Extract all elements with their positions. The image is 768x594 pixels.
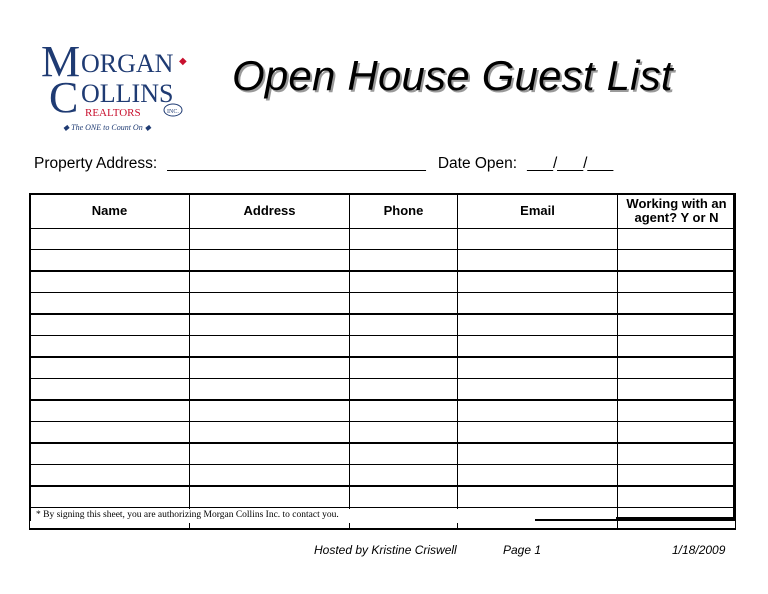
table-row	[30, 271, 736, 293]
cell-phone[interactable]	[350, 486, 458, 508]
cell-agent[interactable]	[618, 422, 736, 444]
svg-text:OLLINS: OLLINS	[81, 79, 174, 108]
svg-text:M: M	[41, 37, 81, 86]
table-row	[30, 229, 736, 250]
svg-text:REALTORS: REALTORS	[85, 107, 141, 119]
cell-phone[interactable]	[350, 422, 458, 444]
cell-phone[interactable]	[350, 250, 458, 272]
footer-page-number: Page 1	[503, 543, 542, 557]
cell-email[interactable]	[458, 229, 618, 250]
cell-email[interactable]	[458, 422, 618, 444]
cell-phone[interactable]	[350, 293, 458, 315]
table-row	[30, 465, 736, 487]
cell-name[interactable]	[30, 486, 190, 508]
cell-email[interactable]	[458, 357, 618, 379]
cell-name[interactable]	[30, 336, 190, 358]
cell-agent[interactable]	[618, 379, 736, 401]
cell-address[interactable]	[190, 400, 350, 422]
table-bottom-line	[535, 519, 735, 521]
cell-email[interactable]	[458, 271, 618, 293]
svg-text:◆: ◆	[179, 56, 187, 67]
cell-email[interactable]	[458, 336, 618, 358]
cell-address[interactable]	[190, 443, 350, 465]
table-row	[30, 400, 736, 422]
cell-agent[interactable]	[618, 229, 736, 250]
cell-name[interactable]	[30, 250, 190, 272]
cell-name[interactable]	[30, 422, 190, 444]
cell-name[interactable]	[30, 271, 190, 293]
svg-text:C: C	[49, 73, 79, 122]
cell-phone[interactable]	[350, 379, 458, 401]
date-open-blank[interactable]: ___/___/___	[527, 155, 614, 172]
table-row	[30, 379, 736, 401]
cell-phone[interactable]	[350, 465, 458, 487]
table-row	[30, 486, 736, 508]
cell-email[interactable]	[458, 486, 618, 508]
cell-agent[interactable]	[618, 314, 736, 336]
svg-text:ORGAN: ORGAN	[81, 49, 174, 78]
guest-table	[29, 193, 736, 530]
cell-phone[interactable]	[350, 443, 458, 465]
table-left-edge	[29, 509, 31, 521]
cell-address[interactable]	[190, 293, 350, 315]
cell-agent[interactable]	[618, 293, 736, 315]
header-address: Address	[190, 194, 350, 229]
cell-agent[interactable]	[618, 443, 736, 465]
property-address-blank[interactable]: ______________________________	[167, 155, 426, 172]
cell-phone[interactable]	[350, 400, 458, 422]
cell-email[interactable]	[458, 379, 618, 401]
date-open-label: Date Open:	[437, 155, 518, 172]
cell-address[interactable]	[190, 357, 350, 379]
cell-address[interactable]	[190, 465, 350, 487]
cell-name[interactable]	[30, 357, 190, 379]
cell-email[interactable]	[458, 400, 618, 422]
header-name: Name	[30, 194, 190, 229]
cell-address[interactable]	[190, 271, 350, 293]
svg-text:INC.: INC.	[167, 109, 179, 115]
cell-name[interactable]	[30, 443, 190, 465]
consent-footnote: * By signing this sheet, you are authorizing Morgan Collins Inc. to contact you.	[36, 510, 339, 520]
cell-address[interactable]	[190, 314, 350, 336]
cell-name[interactable]	[30, 400, 190, 422]
table-row	[30, 443, 736, 465]
table-row	[30, 422, 736, 444]
footer-date: 1/18/2009	[672, 543, 726, 557]
header-phone: Phone	[350, 194, 458, 229]
cell-email[interactable]	[458, 293, 618, 315]
company-logo	[35, 36, 195, 136]
table-row	[30, 314, 736, 336]
cell-address[interactable]	[190, 379, 350, 401]
table-header-row	[30, 194, 736, 229]
cell-agent[interactable]	[618, 357, 736, 379]
cell-address[interactable]	[190, 422, 350, 444]
cell-phone[interactable]	[350, 357, 458, 379]
cell-address[interactable]	[190, 336, 350, 358]
cell-phone[interactable]	[350, 229, 458, 250]
cell-phone[interactable]	[350, 314, 458, 336]
cell-agent[interactable]	[618, 400, 736, 422]
cell-name[interactable]	[30, 379, 190, 401]
table-row	[30, 357, 736, 379]
table-row	[30, 336, 736, 358]
property-date-row	[34, 155, 613, 173]
cell-agent[interactable]	[618, 486, 736, 508]
cell-email[interactable]	[458, 250, 618, 272]
cell-email[interactable]	[458, 314, 618, 336]
cell-address[interactable]	[190, 486, 350, 508]
table-row	[30, 293, 736, 315]
footer-hosted-by: Hosted by Kristine Criswell	[314, 543, 457, 557]
cell-name[interactable]	[30, 229, 190, 250]
cell-name[interactable]	[30, 314, 190, 336]
cell-phone[interactable]	[350, 336, 458, 358]
cell-name[interactable]	[30, 465, 190, 487]
cell-agent[interactable]	[618, 336, 736, 358]
cell-email[interactable]	[458, 443, 618, 465]
cell-address[interactable]	[190, 229, 350, 250]
header-email: Email	[458, 194, 618, 229]
cell-address[interactable]	[190, 250, 350, 272]
page-title: Open House Guest List	[232, 52, 673, 99]
cell-phone[interactable]	[350, 271, 458, 293]
header-working-with-agent: Working with an agent? Y or N	[618, 194, 736, 229]
cell-name[interactable]	[30, 293, 190, 315]
property-address-label: Property Address:	[34, 155, 158, 172]
cell-email[interactable]	[458, 465, 618, 487]
cell-agent[interactable]	[618, 465, 736, 487]
table-row	[30, 250, 736, 272]
cell-agent[interactable]	[618, 250, 736, 272]
cell-agent[interactable]	[618, 271, 736, 293]
svg-text:◆ The ONE to Count On ◆: ◆ The ONE to Count On ◆	[63, 123, 151, 132]
